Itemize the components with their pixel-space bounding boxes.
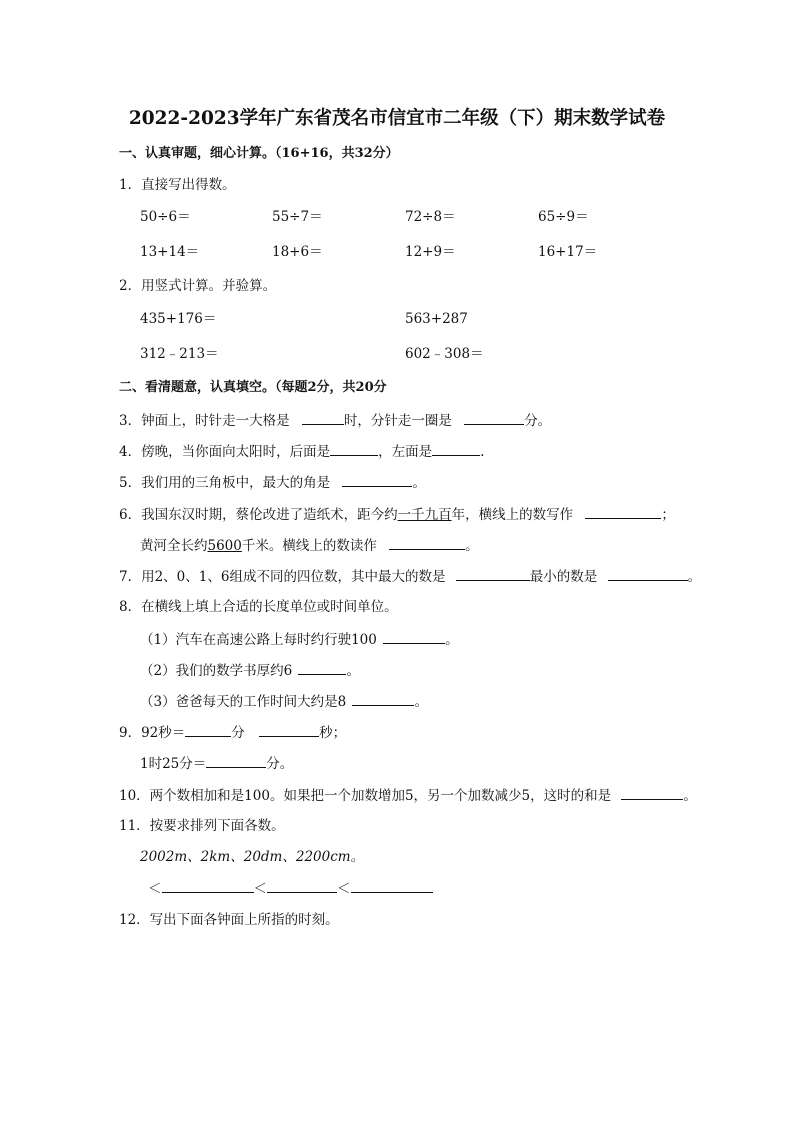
answer-blank[interactable] (267, 879, 337, 893)
question-2-label: 2．用竖式计算。并验算。 (119, 278, 277, 294)
q7-text-a: 7．用2、0、1、6组成不同的四位数，其中最大的数是 (119, 569, 446, 585)
q6-text-a: 6．我国东汉时期，蔡伦改进了造纸术，距今约 (119, 507, 398, 523)
q8-period: 。 (414, 694, 428, 710)
answer-blank[interactable] (432, 442, 480, 456)
q7-text-b: 最小的数是 (529, 569, 598, 585)
answer-blank[interactable] (342, 473, 412, 487)
question-8-label: 8．在横线上填上合适的长度单位或时间单位。 (119, 599, 398, 615)
q2-item: 602﹣308＝ (405, 346, 484, 362)
q2-item: 435+176＝ (140, 311, 217, 327)
q1-item: 65÷9＝ (538, 209, 589, 225)
q7-text-c: 。 (687, 569, 702, 585)
q4-text-c: . (480, 444, 485, 460)
question-4 (119, 442, 484, 461)
answer-blank[interactable] (330, 442, 378, 456)
q9-text-d: 1时25分＝ (140, 756, 207, 772)
q5-text-b: 。 (412, 475, 426, 491)
question-9-line-2 (140, 754, 293, 773)
question-3 (119, 411, 551, 430)
question-6 (119, 505, 675, 524)
answer-blank[interactable] (585, 505, 661, 519)
answer-blank[interactable] (608, 567, 688, 581)
question-8-part-3 (140, 692, 428, 711)
q6-underlined-number: 一千九百 (397, 507, 452, 523)
q6-text-b: 年，横线上的数写作 (451, 507, 574, 523)
answer-blank[interactable] (352, 692, 414, 706)
q6-text-c: ； (661, 507, 675, 523)
answer-blank[interactable] (298, 661, 346, 675)
q6-underlined-number: 5600 (207, 538, 242, 554)
question-11-ordering (148, 879, 433, 898)
q8-text-2: （2）我们的数学书厚约6 (140, 663, 293, 679)
q10-text-b: 。 (683, 788, 697, 804)
question-11-items: 2002m、2km、20dm、2200cm。 (140, 849, 365, 865)
q1-item: 16+17＝ (538, 244, 598, 260)
question-9 (119, 723, 346, 742)
page-title: 2022-2023学年广东省茂名市信宜市二年级（下）期末数学试卷 (128, 108, 666, 129)
less-than-sign: ＜ (337, 881, 351, 897)
q9-text-e: 分。 (266, 756, 294, 772)
q9-text-b: 分 (231, 725, 245, 741)
q10-text-a: 10．两个数相加和是100。如果把一个加数增加5，另一个加数减少5，这时的和是 (119, 788, 612, 804)
question-5 (119, 473, 426, 492)
section-2-heading: 二、看清题意，认真填空。（每题2分，共20分 (119, 380, 387, 395)
q3-text-b: 时，分针走一圈是 (343, 413, 452, 429)
answer-blank[interactable] (259, 723, 319, 737)
answer-blank[interactable] (185, 723, 231, 737)
question-11-label: 11．按要求排列下面各数。 (119, 818, 285, 834)
answer-blank[interactable] (464, 411, 524, 425)
q6-text-e: 千米。横线上的数读作 (241, 538, 377, 554)
q8-period: 。 (346, 663, 360, 679)
q8-text-1: （1）汽车在高速公路上每时约行驶100 (140, 632, 377, 648)
q2-item: 563+287 (405, 311, 468, 327)
answer-blank[interactable] (383, 630, 445, 644)
section-1-heading: 一、认真审题，细心计算。（16+16，共32分） (119, 146, 399, 161)
q6-text-f: 。 (465, 538, 479, 554)
q9-text-a: 9．92秒＝ (119, 725, 186, 741)
answer-blank[interactable] (389, 536, 465, 550)
q1-item: 50÷6＝ (140, 209, 191, 225)
answer-blank[interactable] (456, 567, 530, 581)
q3-text-a: 3．钟面上，时针走一大格是 (119, 413, 290, 429)
question-7 (119, 567, 701, 586)
question-8-part-2 (140, 661, 360, 680)
less-than-sign: ＜ (253, 881, 267, 897)
q5-text-a: 5．我们用的三角板中，最大的角是 (119, 475, 331, 491)
q3-text-c: 分。 (524, 413, 552, 429)
answer-blank[interactable] (162, 879, 254, 893)
question-8-part-1 (140, 630, 459, 649)
question-10 (119, 786, 697, 805)
q6-text-d: 黄河全长约 (140, 538, 208, 554)
q2-item: 312﹣213＝ (140, 346, 219, 362)
q1-item: 12+9＝ (405, 244, 456, 260)
q1-item: 72÷8＝ (405, 209, 456, 225)
q1-item: 55÷7＝ (272, 209, 323, 225)
question-6-line-2 (140, 536, 479, 555)
question-12-label: 12．写出下面各钟面上所指的时刻。 (119, 912, 339, 928)
less-than-sign: ＜ (148, 881, 162, 897)
q8-period: 。 (445, 632, 459, 648)
q1-item: 18+6＝ (272, 244, 323, 260)
answer-blank[interactable] (206, 754, 266, 768)
q4-text-a: 4．傍晚，当你面向太阳时，后面是 (119, 444, 331, 460)
answer-blank[interactable] (351, 879, 433, 893)
q4-text-b: ，左面是 (378, 444, 433, 460)
q9-text-c: 秒； (319, 725, 347, 741)
answer-blank[interactable] (621, 786, 683, 800)
question-1-label: 1．直接写出得数。 (119, 177, 236, 193)
q1-item: 13+14＝ (140, 244, 200, 260)
q8-text-3: （3）爸爸每天的工作时间大约是8 (140, 694, 347, 710)
answer-blank[interactable] (302, 411, 344, 425)
